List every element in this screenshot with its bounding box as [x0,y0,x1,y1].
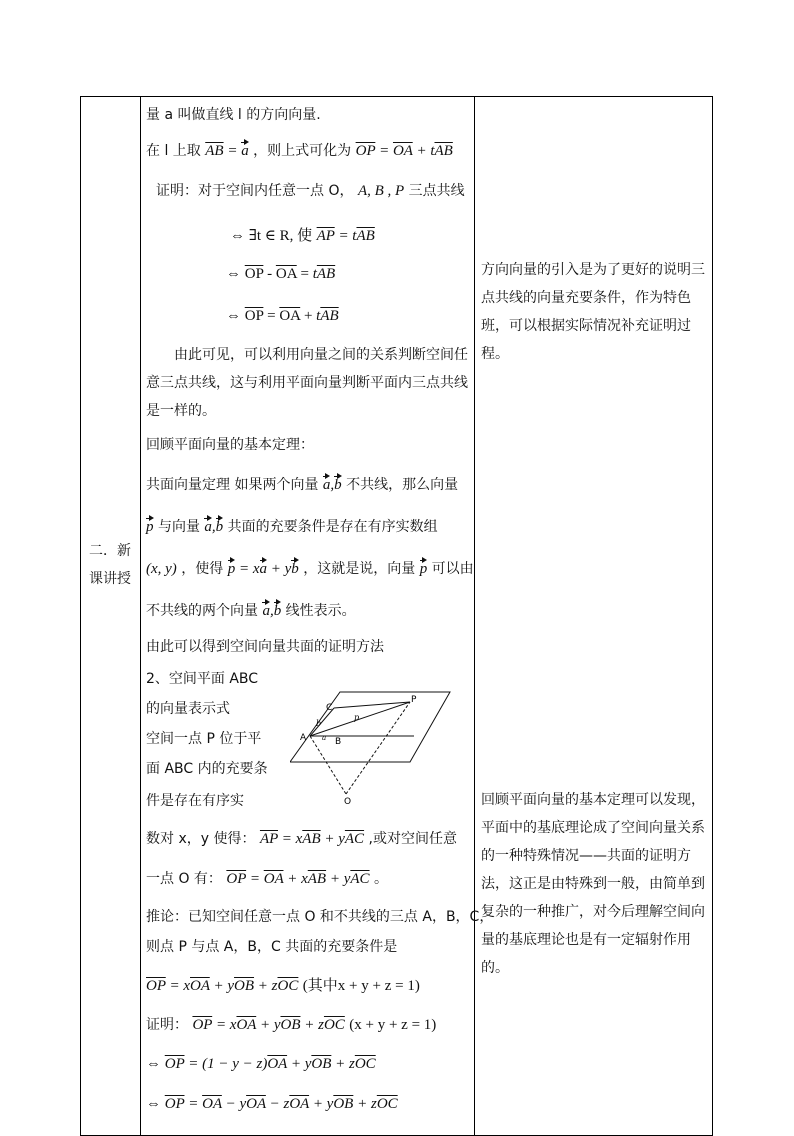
review-heading: 回顾平面向量的基本定理： [146,437,314,453]
text: 在 l 上取 [146,143,201,159]
plane-diagram [290,690,460,808]
label-b: B [335,737,342,747]
formula: $\overline{AP} = x\overline{AB} + y\overline{AC}$ [259,831,365,847]
plane-condition-1 [146,828,457,848]
proof2-line1 [146,1014,436,1034]
text: 不共线，那么向量 [346,477,459,493]
text: 可以由 [431,561,474,577]
note-text: 方向向量的引入是为了更好的说明三点共线的向量充要条件，作为特色班，可以根据实际情况补充证明过程。 [481,262,705,362]
label-vector-p: p [354,713,360,722]
abp: A, B , P [357,183,405,199]
section2-text: 面 ABC 内的充要条 [146,761,268,777]
formula: a,b [262,603,282,619]
label-vector-a: a [322,734,327,742]
formula: $\overline{OP} = x\overline{OA} + y\overline{OB} + z\overline{OC}$ [192,1017,345,1033]
text: 证明： [146,1017,188,1033]
section2-text: 空间一点 P 位于平 [146,731,262,747]
formula: a,b [204,519,224,535]
coplanar-theorem-line2 [146,516,438,536]
text: 共面向量定理 如果两个向量 [146,477,319,493]
formula: ⇔ $\overline{OP} = \overline{OA} + t\overline{AB}$ [226,308,339,324]
right-note-basis [481,786,707,982]
right-note-direction [481,256,707,368]
conclusion-text: 由此可以得到空间向量共面的证明方法 [146,639,384,655]
section-label-line2: 课讲授 [89,571,131,587]
label-p: P [411,695,417,705]
formula: (x, y) [146,561,177,577]
text: ，这就是说，向量 [303,561,416,577]
section2-title: 2、空间平面 ABC [146,671,259,687]
label-vector-b: b [316,719,322,728]
formula: ⇔ $\overline{OP} - \overline{OA} = t\overline{AB}$ [226,266,336,282]
equivalence-2 [226,266,335,283]
formula: $\overline{AP} = t\overline{AB}$ [316,228,375,244]
proof2-line2 [146,1056,376,1073]
proof2-line3 [146,1096,398,1113]
coplanar-theorem-line3 [146,558,474,578]
corollary-line1: 推论：已知空间任意一点 O 和不共线的三点 A，B，C， [146,909,494,925]
text: ,或对空间任意 [368,831,457,847]
label-o: O [344,797,352,807]
formula-ab-eq-a: $\overline{AB} = a$ [205,143,249,159]
plane-condition-2 [146,868,388,888]
text: 。 [373,871,388,887]
paragraph-line: 意三点共线，这与利用平面向量判断平面内三点共线 [146,375,468,391]
formula: $\overline{OP} = \overline{OA} + x\overline{AB} + y\overline{AC}$ [226,871,370,887]
text: ，使得 [181,561,224,577]
plane-outline [290,692,450,762]
paragraph-line: 是一样的。 [146,403,216,419]
coplanar-theorem-line4 [146,600,356,620]
text: (其中x + y + z = 1) [302,978,420,994]
text: 线性表示。 [285,603,356,619]
text: 证明：对于空间内任意一点 O， [156,183,354,199]
text: 数对 x，y 使得： [146,831,256,847]
corollary-line2: 则点 P 与点 A，B，C 共面的充要条件是 [146,939,398,955]
text: ⇔ ∃t ∈ R, 使 [230,228,313,244]
formula: ⇔ $\overline{OP} = (1 - y - z)\overline{OA} + y\overline{OB} + z\overline{OC}$ [146,1056,376,1072]
formula: ⇔ $\overline{OP} = \overline{OA} - y\overline{OA} - z\overline{OA} + y\overline{OB} + z\overline{OC}$ [146,1096,398,1112]
section2-text: 件是存在有序实 [146,793,244,809]
coplanar-theorem-line1 [146,474,458,494]
direction-equation-line [146,140,453,160]
text: 三点共线 [408,183,465,199]
direction-vector-text: 量 a 叫做直线 l 的方向向量. [146,107,321,123]
equivalence-1 [230,224,375,245]
paragraph-line: 由此可见，可以利用向量之间的关系判断空间任 [174,347,468,363]
section-label [80,537,140,593]
column-divider-left [140,96,141,1136]
text: 不共线的两个向量 [146,603,258,619]
corollary-equation [146,974,420,995]
text: ，则上式可化为 [253,143,352,159]
label-c: C [326,703,333,713]
section-label-line1: 二．新 [89,543,131,559]
formula: p = xa + yb [227,561,299,577]
column-divider-right [474,96,475,1136]
formula: p [419,561,428,577]
label-a: A [300,733,307,743]
section2-text: 的向量表示式 [146,701,230,717]
formula: $\overline{OP} = x\overline{OA} + y\overline{OB} + z\overline{OC}$ [146,978,299,994]
text: 与向量 [157,519,200,535]
text: (x + y + z = 1) [349,1017,437,1033]
text: 一点 O 有： [146,871,222,887]
formula: p [146,519,154,535]
formula-op: $\overline{OP} = \overline{OA} + t\overline{AB}$ [355,143,453,159]
equivalence-3 [226,308,339,325]
text: 共面的充要条件是存在有序实数组 [227,519,438,535]
proof-heading [156,180,465,200]
note-text: 回顾平面向量的基本定理可以发现，平面中的基底理论成了空间向量关系的一种特殊情况——共面的证明方法，这正是由特殊到一般，由简单到复杂的一种推广，对今后理解空间向量的基底理论也是有一定辐射作用的。 [481,792,705,976]
formula: a,b [322,477,342,493]
line-cp [334,702,410,708]
